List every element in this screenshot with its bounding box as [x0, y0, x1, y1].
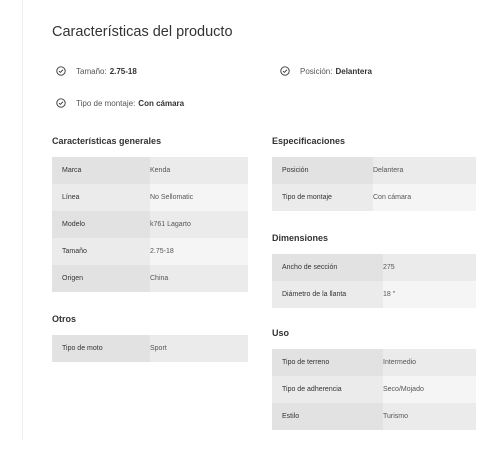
spec-key: Tamaño [52, 238, 150, 265]
section-title-generales: Características generales [52, 136, 162, 146]
spec-value: Sport [150, 335, 248, 362]
spec-key: Marca [52, 157, 150, 184]
section-title-especificaciones: Especificaciones [272, 136, 346, 146]
highlight-label: Posición: [300, 66, 333, 76]
spec-value: China [150, 265, 248, 292]
highlight-mount [56, 98, 184, 108]
table-row [272, 157, 476, 184]
table-row [272, 349, 476, 376]
spec-key: Tipo de adherencia [272, 376, 383, 403]
spec-value: No Sellomatic [150, 184, 248, 211]
spec-key: Modelo [52, 211, 150, 238]
spec-key: Diámetro de la llanta [272, 281, 383, 308]
spec-value: k761 Lagarto [150, 211, 248, 238]
specs-table-especificaciones [272, 157, 476, 211]
highlight-value: 2.75-18 [109, 66, 137, 76]
table-row [52, 211, 248, 238]
spec-value: Kenda [150, 157, 248, 184]
specs-table-dimensiones [272, 254, 476, 308]
spec-key: Origen [52, 265, 150, 292]
table-row [272, 403, 476, 430]
table-row [272, 376, 476, 403]
section-title-dimensiones: Dimensiones [272, 233, 329, 243]
check-circle-icon [280, 66, 290, 76]
check-circle-icon [56, 66, 66, 76]
table-row [272, 281, 476, 308]
check-circle-icon [56, 98, 66, 108]
highlight-label: Tamaño: [76, 66, 107, 76]
spec-key: Línea [52, 184, 150, 211]
spec-key: Tipo de moto [52, 335, 150, 362]
spec-value: 18 " [383, 281, 476, 308]
spec-value: 2.75-18 [150, 238, 248, 265]
page-title: Características del producto [52, 24, 233, 40]
section-title-uso: Uso [272, 328, 290, 338]
table-row [272, 254, 476, 281]
highlight-value: Delantera [335, 66, 372, 76]
spec-value: Con cámara [373, 184, 476, 211]
spec-key: Ancho de sección [272, 254, 383, 281]
left-divider [22, 0, 23, 440]
section-title-otros: Otros [52, 314, 77, 324]
table-row [52, 157, 248, 184]
highlight-position [280, 66, 372, 76]
spec-key: Estilo [272, 403, 383, 430]
spec-key: Posición [272, 157, 373, 184]
highlight-value: Con cámara [138, 98, 185, 108]
table-row [52, 238, 248, 265]
table-row [52, 265, 248, 292]
spec-key: Tipo de terreno [272, 349, 383, 376]
spec-value: Turismo [383, 403, 476, 430]
spec-value: Delantera [373, 157, 476, 184]
spec-value: 275 [383, 254, 476, 281]
highlight-label: Tipo de montaje: [76, 98, 136, 108]
spec-key: Tipo de montaje [272, 184, 373, 211]
specs-table-otros [52, 335, 248, 362]
spec-value: Intermedio [383, 349, 476, 376]
table-row [272, 184, 476, 211]
specs-table-uso [272, 349, 476, 430]
highlight-size [56, 66, 137, 76]
table-row [52, 335, 248, 362]
spec-value: Seco/Mojado [383, 376, 476, 403]
table-row [52, 184, 248, 211]
specs-table-generales [52, 157, 248, 292]
